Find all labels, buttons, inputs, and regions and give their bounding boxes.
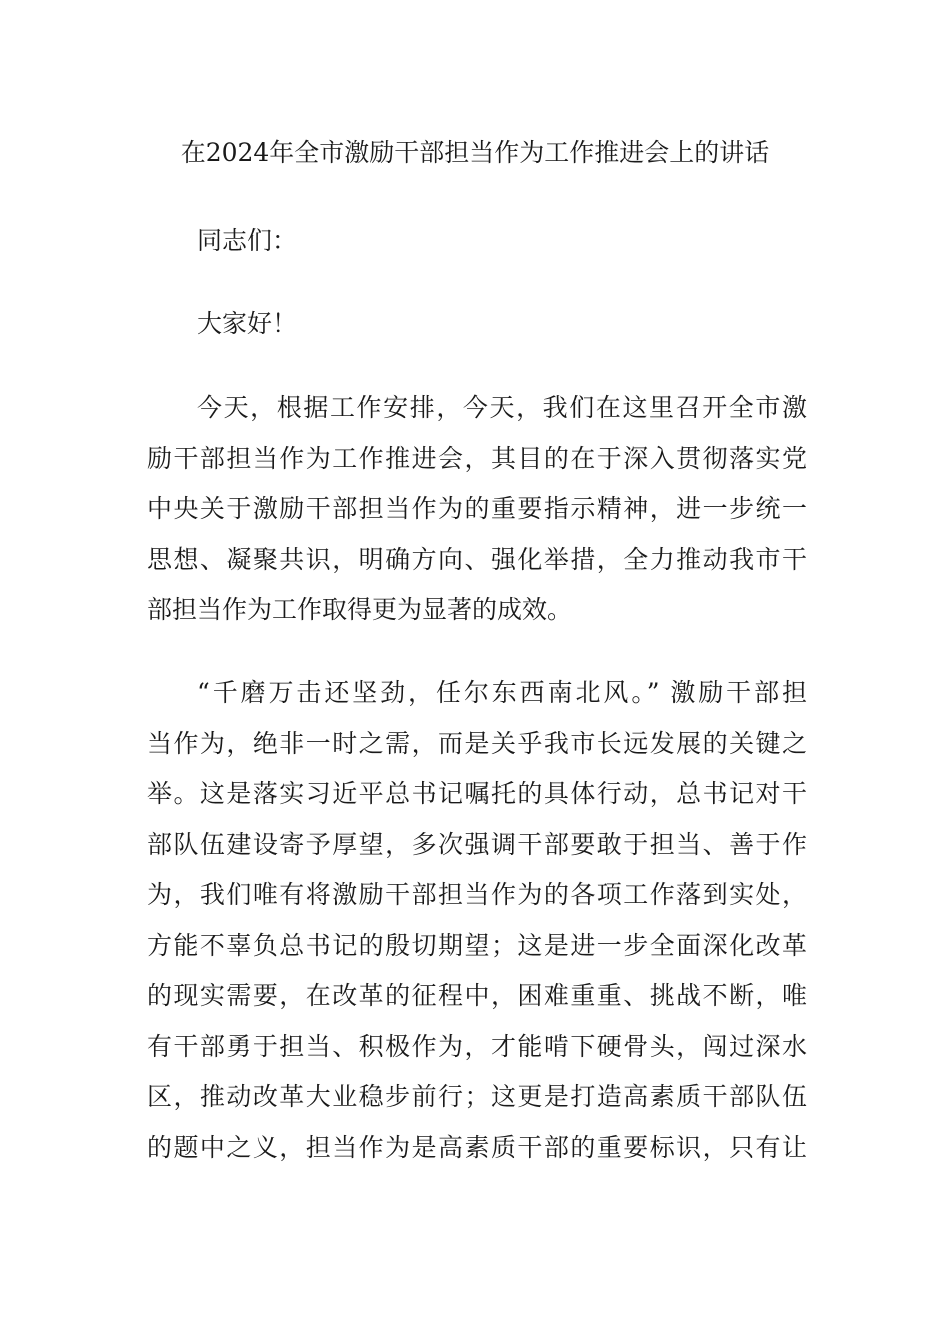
paragraph-line: 思想、凝聚共识，明确方向、强化举措，全力推动我市干: [147, 545, 807, 574]
paragraph-line: 区，推动改革大业稳步前行；这更是打造高素质干部队伍: [147, 1082, 807, 1111]
greeting: 大家好！: [197, 309, 298, 338]
paragraph-line: 中央关于激励干部担当作为的重要指示精神，进一步统一: [147, 494, 807, 523]
document-title: 在2024年全市激励干部担当作为工作推进会上的讲话: [180, 138, 770, 167]
salutation: 同志们：: [197, 226, 298, 255]
paragraph-line: 的现实需要，在改革的征程中，困难重重、挑战不断，唯: [147, 981, 807, 1010]
paragraph-line: 励干部担当作为工作推进会，其目的在于深入贯彻落实党: [147, 444, 807, 473]
paragraph-line: 当作为，绝非一时之需，而是关乎我市长远发展的关键之: [147, 729, 807, 758]
paragraph-line: 部担当作为工作取得更为显著的成效。: [147, 595, 573, 624]
paragraph-line: 为，我们唯有将激励干部担当作为的各项工作落到实处，: [147, 880, 807, 909]
paragraph-line: 举。这是落实习近平总书记嘱托的具体行动，总书记对干: [147, 779, 807, 808]
paragraph-line: “千磨万击还坚劲，任尔东西南北风。” 激励干部担: [197, 678, 807, 707]
paragraph-line: 今天，根据工作安排，今天，我们在这里召开全市激: [197, 393, 807, 422]
paragraph-line: 方能不辜负总书记的殷切期望；这是进一步全面深化改革: [147, 931, 807, 960]
paragraph-line: 有干部勇于担当、积极作为，才能啃下硬骨头，闯过深水: [147, 1032, 807, 1061]
paragraph-line: 的题中之义，担当作为是高素质干部的重要标识，只有让: [147, 1133, 807, 1162]
paragraph-line: 部队伍建设寄予厚望，多次强调干部要敢于担当、善于作: [147, 830, 807, 859]
